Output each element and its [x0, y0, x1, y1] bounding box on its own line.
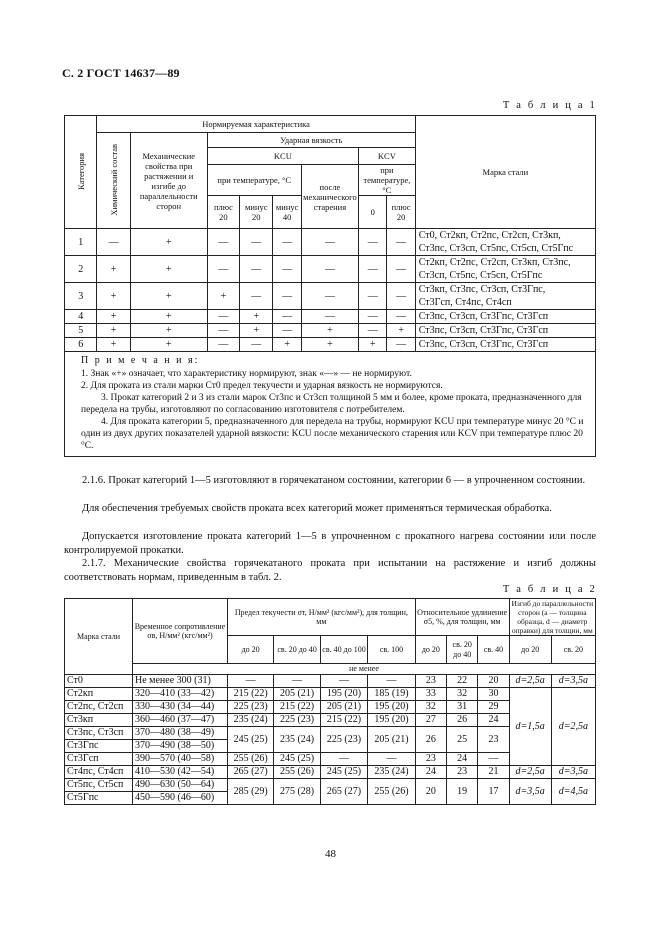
t1-category: 5 [65, 324, 97, 338]
t1-mark: + [97, 324, 130, 338]
h-mech: Механические свойства при растяжении и изгибе до параллельности сторон [130, 133, 207, 229]
h2-b1: до 20 [509, 636, 551, 664]
note-2: 2. Для проката из стали марки Ст0 предел текучести и ударная вязкость не нормируются. [81, 381, 443, 391]
table2-caption: Т а б л и ц а 2 [502, 584, 597, 595]
t2-cell: d=2,5a [509, 766, 551, 779]
t2-cell: 27 [415, 714, 446, 727]
t1-category: 3 [65, 283, 97, 310]
t1-mark: — [207, 256, 239, 283]
t2-cell: 225 (23) [227, 701, 273, 714]
t1-mark: + [273, 338, 301, 352]
t1-grades [415, 310, 595, 324]
t2-tensile: 320—410 (33—42) [132, 688, 227, 701]
t2-cell: 285 (29) [227, 779, 273, 805]
t2-cell: 33 [415, 688, 446, 701]
t1-mark: + [130, 283, 207, 310]
t2-cell: 23 [415, 675, 446, 688]
t1-mark: — [273, 310, 301, 324]
t2-grade: Ст5пс, Ст5сп [65, 779, 133, 792]
t1-grade-line: Ст3сп, Ст5пс, Ст5сп, Ст5Гпс [418, 270, 543, 281]
paragraph-216: 2.1.6. Прокат категорий 1—5 изготовляют в горячекатаном состоянии, категории 6 — в упрочненном состоянии. [82, 475, 586, 486]
t2-grade: Ст4пс, Ст4сп [65, 766, 133, 779]
t2-cell: 275 (28) [274, 779, 320, 805]
h2-yield: Предел текучести σт, Н/мм² (кгс/мм²), для толщин, мм [227, 599, 415, 636]
t1-category: 2 [65, 256, 97, 283]
t2-cell: 20 [415, 779, 446, 805]
t2-tensile: 450—590 (46—60) [132, 792, 227, 805]
t2-cell: 25 [447, 727, 478, 753]
t1-mark: — [359, 324, 387, 338]
t2-cell: 255 (26) [368, 779, 415, 805]
t1-mark: — [387, 256, 415, 283]
t1-grade-line: Ст3пс, Ст3сп, Ст5пс, Ст5сп, Ст5Гпс [418, 243, 574, 254]
t1-mark: + [97, 338, 130, 352]
t2-tensile: Не менее 300 (31) [132, 675, 227, 688]
t2-cell: 32 [415, 701, 446, 714]
t1-mark: + [301, 324, 358, 338]
t2-tensile: 370—480 (38—49) [132, 727, 227, 740]
t2-tensile: 360—460 (37—47) [132, 714, 227, 727]
t2-grade: Ст3пс, Ст3сп [65, 727, 133, 740]
h2-e2: св. 20 до 40 [447, 636, 478, 664]
h-kcv: KCV [359, 148, 416, 165]
t2-tensile: 370—490 (38—50) [132, 740, 227, 753]
table1-row [65, 310, 596, 324]
h-plus20: плюс 20 [207, 196, 239, 229]
t1-mark: — [240, 256, 273, 283]
t2-cell: 29 [478, 701, 509, 714]
t2-cell: 195 (20) [368, 701, 415, 714]
t1-mark: + [207, 283, 239, 310]
t1-mark: — [359, 256, 387, 283]
t2-cell: 225 (23) [320, 727, 367, 753]
t2-cell: 215 (22) [227, 688, 273, 701]
h-kcu: KCU [207, 148, 358, 165]
t1-mark: — [207, 324, 239, 338]
table1 [64, 115, 596, 457]
h2-y1: до 20 [227, 636, 273, 664]
h-kcv-temp: при температуре, °С [359, 165, 416, 196]
t1-mark: + [130, 229, 207, 256]
t2-cell: d=4,5a [551, 779, 595, 805]
t2-cell: 205 (21) [320, 701, 367, 714]
t1-mark: — [301, 229, 358, 256]
h-category: Категория [65, 116, 97, 229]
h-minus20: минус 20 [240, 196, 273, 229]
note-1: 1. Знак «+» означает, что характеристику нормируют, знак «—» — не нормируют. [81, 369, 412, 379]
note-4: 4. Для проката категории 5, предназначенного для передела на трубы, нормируют KCU при температуре минус 20 °С и один из двух других показателей ударной вязкости: KCU после механического старения или KCV при температуре плюс 20 °С. [81, 417, 584, 451]
t2-cell: 26 [447, 714, 478, 727]
t2-tensile: 490—630 (50—64) [132, 779, 227, 792]
h2-not-less: не менее [132, 664, 595, 675]
t2-bend-mid-2: d=2,5a [551, 688, 595, 766]
h-minus40: минус 40 [273, 196, 301, 229]
t2-cell: 195 (20) [368, 714, 415, 727]
t1-category: 4 [65, 310, 97, 324]
t2-grade: Ст0 [65, 675, 133, 688]
h2-elong: Относительное удлинение σ5, %, для толщин, мм [415, 599, 509, 636]
t1-mark: — [273, 324, 301, 338]
h2-e1: до 20 [415, 636, 446, 664]
paragraph-217: 2.1.7. Механические свойства горячекатаного проката при испытании на растяжение и изгиб должны соответствовать нормам, приведенным в табл. 2. [64, 558, 596, 583]
t1-category: 6 [65, 338, 97, 352]
t2-bend-mid-1: d=1,5a [509, 688, 551, 766]
h2-bend: Изгиб до параллельности сторон (а — толщина образца, d — диаметр оправки) для толщин, мм [509, 599, 595, 636]
table1-row [65, 283, 596, 310]
t2-cell: 30 [478, 688, 509, 701]
h-chem: Химический состав [97, 133, 130, 229]
notes-title: П р и м е ч а н и я: [81, 355, 200, 366]
t2-cell: 32 [447, 688, 478, 701]
table1-row [65, 324, 596, 338]
h-kcu-temp: при температуре, °С [207, 165, 301, 196]
h-kcu-after: после механического старения [301, 165, 358, 229]
t1-mark: — [301, 283, 358, 310]
table1-row [65, 256, 596, 283]
h2-grade: Марка стали [65, 599, 133, 675]
t1-mark: + [97, 256, 130, 283]
t2-cell: 21 [478, 766, 509, 779]
t2-cell: 195 (20) [320, 688, 367, 701]
t2-cell: 19 [447, 779, 478, 805]
t2-cell: 185 (19) [368, 688, 415, 701]
t2-grade: Ст2пс, Ст2сп [65, 701, 133, 714]
page-number: 48 [325, 848, 336, 860]
t2-cell: 215 (22) [274, 701, 320, 714]
table1-caption: Т а б л и ц а 1 [502, 100, 597, 111]
t2-grade: Ст3Гпс [65, 740, 133, 753]
t2-grade: Ст3Гсп [65, 753, 133, 766]
t1-grades [415, 229, 595, 256]
t2-cell: — [227, 675, 273, 688]
t1-mark: — [273, 256, 301, 283]
t2-cell: 255 (26) [227, 753, 273, 766]
t2-cell: 24 [447, 753, 478, 766]
t2-cell: 265 (27) [320, 779, 367, 805]
h-zero: 0 [359, 196, 387, 229]
t2-cell: d=3,5a [551, 675, 595, 688]
t1-mark: + [97, 283, 130, 310]
notes-block [65, 352, 596, 457]
t2-cell: 20 [478, 675, 509, 688]
t2-grade: Ст5Гпс [65, 792, 133, 805]
h2-tensile: Временное сопротивление σв, Н/мм² (кгс/мм²) [132, 599, 227, 664]
t1-mark: — [207, 338, 239, 352]
t2-grade: Ст3кп [65, 714, 133, 727]
t2-cell: 235 (24) [274, 727, 320, 753]
paragraph-heat: Для обеспечения требуемых свойств проката всех категорий может применяться термическая обработка. [82, 503, 552, 514]
t2-cell: 255 (26) [274, 766, 320, 779]
t2-cell: 215 (22) [320, 714, 367, 727]
t1-mark: — [207, 310, 239, 324]
t2-cell: 23 [478, 727, 509, 753]
t1-mark: + [130, 256, 207, 283]
t1-grades [415, 256, 595, 283]
t1-mark: — [301, 256, 358, 283]
t2-cell: 23 [415, 753, 446, 766]
t2-cell: 225 (23) [274, 714, 320, 727]
t1-mark: — [301, 310, 358, 324]
t1-grade-line: Ст3пс, Ст3сп, Ст3Гпс, Ст3Гсп [418, 325, 549, 336]
h2-y3: св. 40 до 100 [320, 636, 367, 664]
t2-cell: — [368, 753, 415, 766]
t1-mark: — [387, 283, 415, 310]
h-kcv-plus20: плюс 20 [387, 196, 415, 229]
table1-row [65, 229, 596, 256]
t1-grade-line: Ст3кп, Ст3пс, Ст3сп, Ст3Гпс, [418, 284, 546, 295]
t2-cell: 205 (21) [274, 688, 320, 701]
t2-grade: Ст2кп [65, 688, 133, 701]
t2-cell: 245 (25) [320, 766, 367, 779]
table2 [64, 598, 596, 805]
t1-mark: — [387, 229, 415, 256]
paragraph-rolling: Допускается изготовление проката категорий 1—5 в упрочненном с прокатного нагрева состоянии или после контролируемой прокатки. [64, 531, 596, 556]
h-grade: Марка стали [415, 116, 595, 229]
t2-cell: 205 (21) [368, 727, 415, 753]
t2-cell: 245 (25) [227, 727, 273, 753]
t1-mark: + [97, 310, 130, 324]
t1-mark: + [130, 310, 207, 324]
t1-grade-line: Ст2кп, Ст2пс, Ст2сп, Ст3кп, Ст3пс, [418, 257, 571, 268]
t2-cell: 24 [415, 766, 446, 779]
t2-cell: — [274, 675, 320, 688]
h-normalized: Нормируемая характеристика [97, 116, 415, 133]
t2-cell: 26 [415, 727, 446, 753]
t1-mark: — [273, 229, 301, 256]
page-header: С. 2 ГОСТ 14637—89 [62, 66, 180, 80]
t2-cell: 23 [447, 766, 478, 779]
h2-y2: св. 20 до 40 [274, 636, 320, 664]
t1-mark: — [207, 229, 239, 256]
t1-mark: — [359, 283, 387, 310]
t1-grade-line: Ст3пс, Ст3сп, Ст3Гпс, Ст3Гсп [418, 311, 549, 322]
h-impact: Ударная вязкость [207, 133, 415, 148]
t1-mark: — [97, 229, 130, 256]
t1-grades [415, 324, 595, 338]
t2-cell: d=3,5a [551, 766, 595, 779]
t1-grade-line: Ст3пс, Ст3сп, Ст3Гпс, Ст3Гсп [418, 339, 549, 350]
table1-row [65, 338, 596, 352]
t1-mark: — [387, 338, 415, 352]
t1-mark: + [130, 338, 207, 352]
t2-cell: 24 [478, 714, 509, 727]
t2-cell: d=2,5a [509, 675, 551, 688]
t2-cell: 245 (25) [274, 753, 320, 766]
t1-grades [415, 338, 595, 352]
t1-mark: + [359, 338, 387, 352]
t1-mark: + [240, 310, 273, 324]
t2-cell: — [368, 675, 415, 688]
t1-mark: + [130, 324, 207, 338]
t2-cell: 235 (24) [227, 714, 273, 727]
t1-grades [415, 283, 595, 310]
t1-mark: — [359, 310, 387, 324]
h2-e3: св. 40 [478, 636, 509, 664]
t2-cell: — [320, 753, 367, 766]
t1-mark: — [387, 310, 415, 324]
t2-cell: d=3,5a [509, 779, 551, 805]
note-3: 3. Прокат категорий 2 и 3 из стали марок Ст3пс и Ст3сп толщиной 5 мм и более, кроме проката, предназначенного для передела на трубы, изготовляют по согласованию изготовителя с потребителем. [81, 393, 582, 415]
t1-grade-line: Ст3Гсп, Ст4пс, Ст4сп [418, 297, 512, 308]
t2-tensile: 330—430 (34—44) [132, 701, 227, 714]
t2-cell: 235 (24) [368, 766, 415, 779]
t1-category: 1 [65, 229, 97, 256]
t2-tensile: 410—530 (42—54) [132, 766, 227, 779]
t2-tensile: 390—570 (40—58) [132, 753, 227, 766]
t1-mark: — [240, 338, 273, 352]
t1-mark: + [387, 324, 415, 338]
t1-mark: — [359, 229, 387, 256]
h2-b2: св. 20 [551, 636, 595, 664]
t2-cell: 31 [447, 701, 478, 714]
t1-mark: + [240, 324, 273, 338]
t1-mark: — [240, 229, 273, 256]
t2-cell: — [320, 675, 367, 688]
t2-cell: 17 [478, 779, 509, 805]
t1-grade-line: Ст0, Ст2кп, Ст2пс, Ст2сп, Ст3кп, [418, 230, 561, 241]
t1-mark: — [273, 283, 301, 310]
t1-mark: + [301, 338, 358, 352]
t2-cell: — [478, 753, 509, 766]
t2-cell: 265 (27) [227, 766, 273, 779]
h2-y4: св. 100 [368, 636, 415, 664]
t2-cell: 22 [447, 675, 478, 688]
t1-mark: — [240, 283, 273, 310]
